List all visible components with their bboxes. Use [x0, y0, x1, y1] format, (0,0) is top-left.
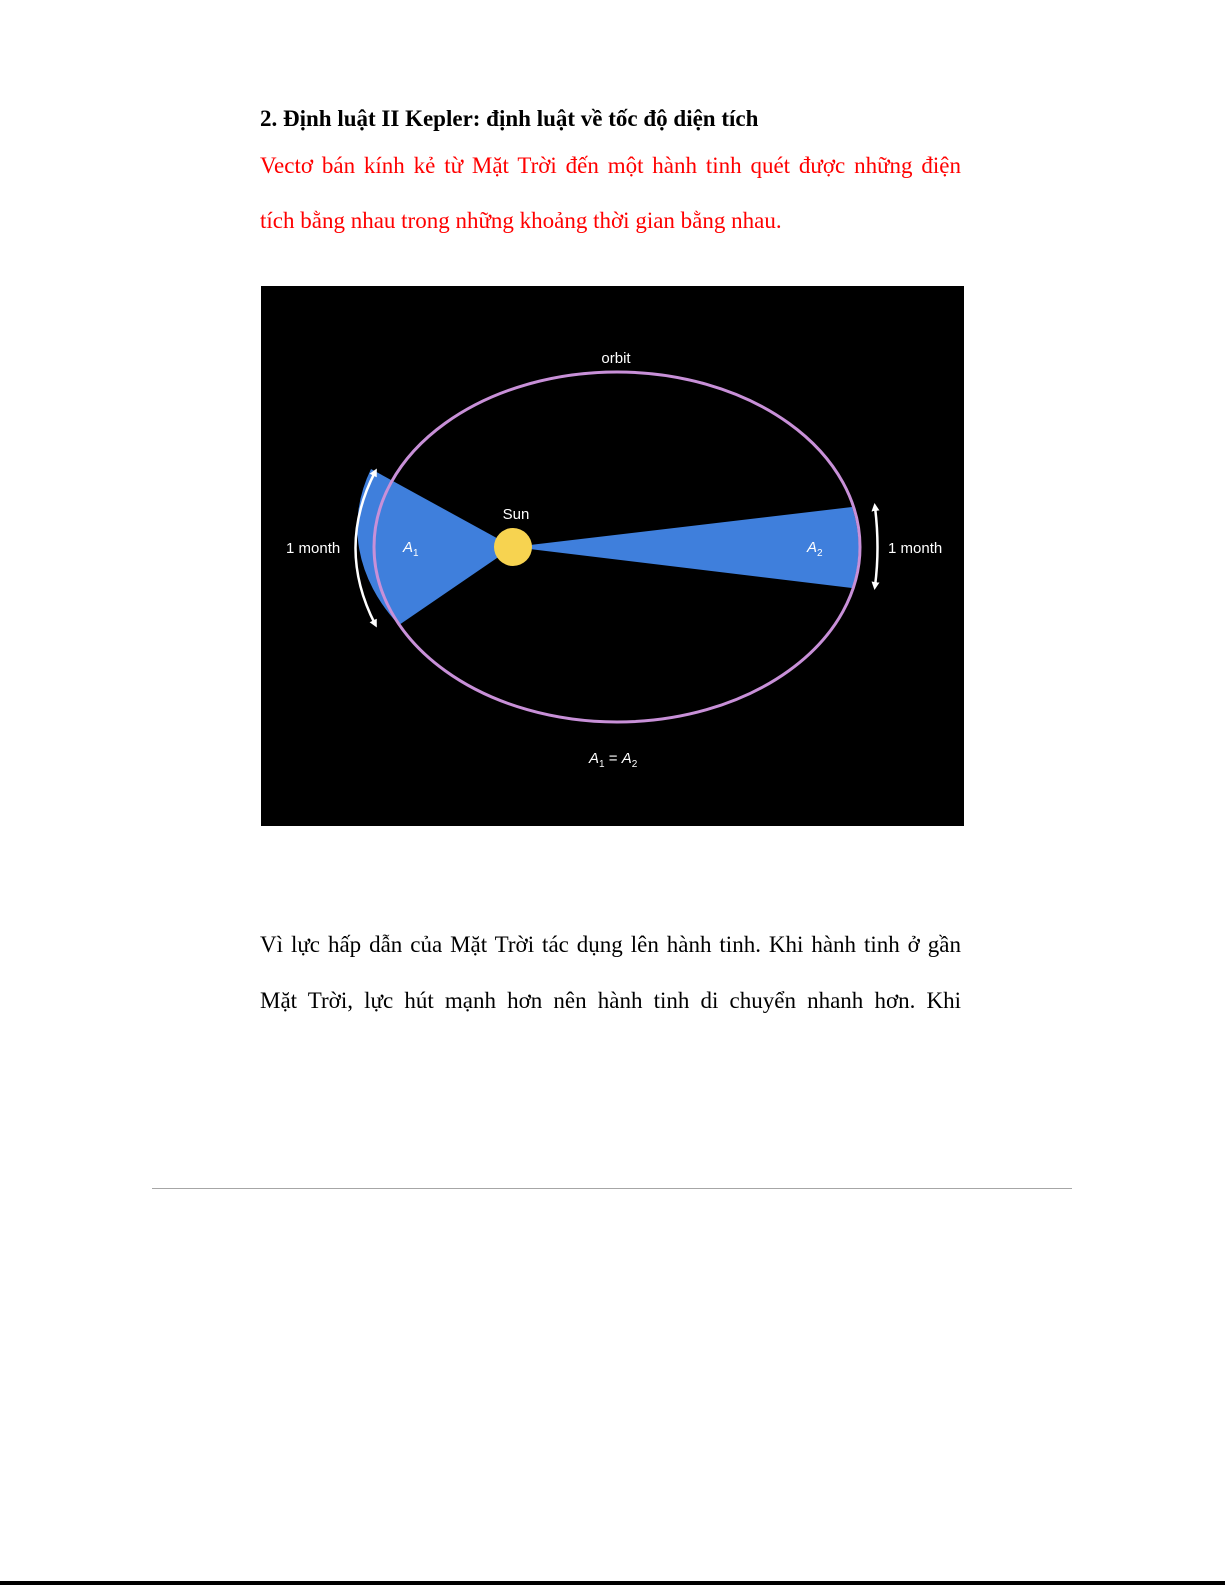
- equation-equals: =: [604, 750, 622, 767]
- definition-line-1: Vectơ bán kính kẻ từ Mặt Trời đến một hành tinh quét được những điện: [260, 153, 961, 178]
- equation-right-subscript: 2: [631, 759, 638, 770]
- page-divider: [152, 1188, 1072, 1189]
- equation-left-letter: A: [589, 750, 600, 767]
- area-a1-letter: A: [403, 539, 414, 556]
- sun: [494, 528, 532, 566]
- explanation-line-2: Mặt Trời, lực hút mạnh hơn nên hành tinh di chuyển nhanh hơn. Khi: [260, 988, 961, 1013]
- equation-left-subscript: 1: [599, 759, 605, 770]
- area-equation: [588, 750, 638, 770]
- section-heading: 2. Định luật II Kepler: định luật về tốc độ diện tích: [260, 106, 759, 131]
- orbit-label: orbit: [601, 350, 631, 367]
- area-a1-subscript: 1: [413, 548, 419, 559]
- explanation-line-1: Vì lực hấp dẫn của Mặt Trời tác dụng lên hành tinh. Khi hành tinh ở gần: [260, 932, 961, 957]
- kepler-second-law-figure: [261, 286, 964, 826]
- orbit-diagram: [261, 286, 964, 826]
- right-time-label: 1 month: [888, 540, 943, 557]
- sector-a1: [357, 469, 513, 625]
- area-a2-subscript: 2: [817, 548, 823, 559]
- left-time-label: 1 month: [286, 540, 341, 557]
- page-bottom-edge: [0, 1581, 1225, 1585]
- area-a2-letter: A: [807, 539, 818, 556]
- sun-label: Sun: [502, 506, 530, 523]
- definition-line-2: tích bằng nhau trong những khoảng thời gian bằng nhau.: [260, 208, 782, 233]
- equation-right-letter: A: [621, 750, 632, 767]
- right-double-arrow: [875, 507, 878, 586]
